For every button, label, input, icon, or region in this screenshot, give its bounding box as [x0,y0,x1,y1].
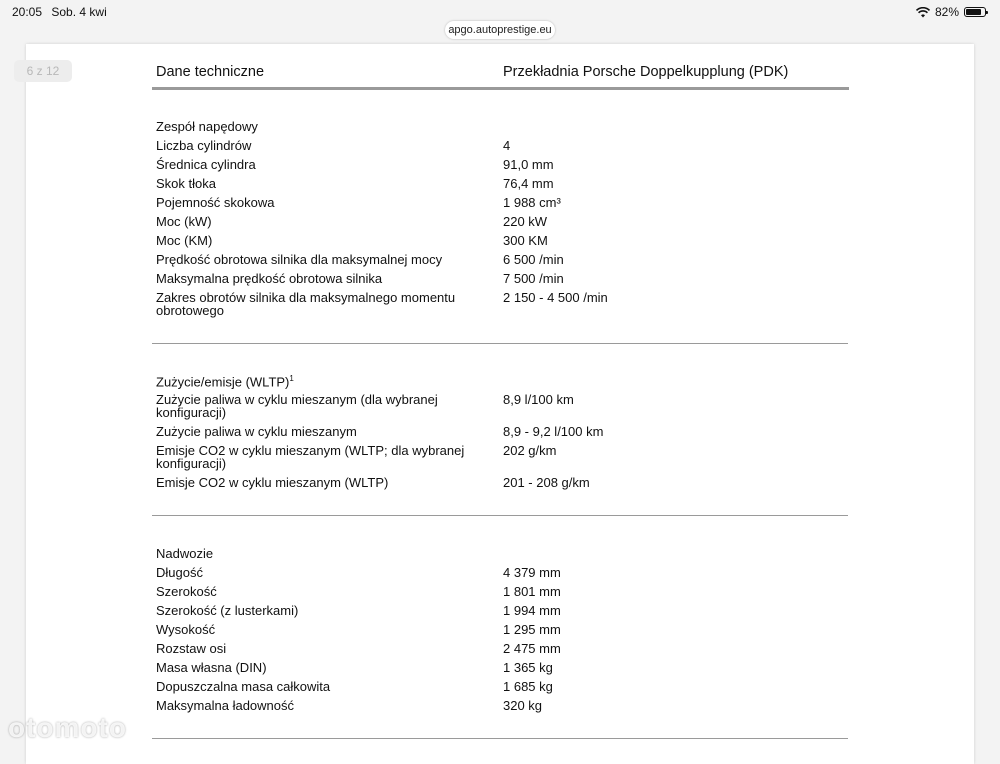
spec-label: Maksymalna prędkość obrotowa silnika [156,271,383,286]
footnote-marker: 1 [289,374,294,383]
url-text: apgo.autoprestige.eu [448,24,552,36]
spec-label: Wysokość [156,622,216,637]
battery-percent: 82% [934,5,959,19]
spec-value: 7 500 /min [503,271,564,286]
spec-label: Pojemność skokowa [156,195,275,210]
document-header-left: Dane techniczne [156,64,265,80]
section-title-body: Nadwozie [156,546,214,561]
url-bar[interactable] [445,21,555,39]
watermark-logo: otomoto [8,712,127,743]
header-divider [152,87,849,90]
spec-label: Liczba cylindrów [156,138,252,153]
spec-value: 320 kg [503,698,543,713]
spec-value: 91,0 mm [503,157,554,172]
spec-value: 300 KM [503,233,548,248]
spec-label: Maksymalna ładowność [156,698,295,713]
spec-value: 220 kW [503,214,548,229]
spec-value: 6 500 /min [503,252,564,267]
spec-label: Rozstaw osi [156,641,227,656]
spec-label: Moc (kW) [156,214,212,229]
spec-value: 2 150 - 4 500 /min [503,290,608,305]
spec-value: 8,9 - 9,2 l/100 km [503,424,604,439]
spec-label: Prędkość obrotowa silnika dla maksymalnej mocy [156,252,443,267]
spec-label: Dopuszczalna masa całkowita [156,679,331,694]
section-title-consumption [156,374,294,389]
spec-value: 201 - 208 g/km [503,475,590,490]
spec-label: Średnica cylindra [156,157,256,172]
page-indicator: 6 z 12 [14,60,72,82]
section-title-text: Zużycie/emisje (WLTP) [156,374,290,390]
spec-value: 76,4 mm [503,176,554,191]
section-divider [152,343,848,344]
spec-value: 1 685 kg [503,679,553,694]
spec-value: 1 295 mm [503,622,561,637]
spec-value: 1 988 cm³ [503,195,561,210]
spec-value: 202 g/km [503,443,557,458]
status-date: Sob. 4 kwi [51,5,107,19]
wifi-icon [916,7,930,18]
spec-label: Zużycie paliwa w cyklu mieszanym [156,424,357,439]
spec-label: Szerokość [156,584,217,599]
battery-icon [964,7,986,17]
spec-value: 8,9 l/100 km [503,392,574,407]
spec-value: 2 475 mm [503,641,561,656]
spec-value: 1 801 mm [503,584,561,599]
spec-label: Szerokość (z lusterkami) [156,603,299,618]
status-indicators [916,5,986,19]
status-time: 20:05 [12,5,43,19]
spec-label: Zużycie paliwa w cyklu mieszanym (dla wybranej konfiguracji) [156,392,438,420]
spec-label: Masa własna (DIN) [156,660,267,675]
spec-label: Emisje CO2 w cyklu mieszanym (WLTP) [156,475,389,490]
status-time-date [12,5,113,19]
spec-value: 4 379 mm [503,565,561,580]
spec-value: 1 365 kg [503,660,553,675]
spec-value: 1 994 mm [503,603,561,618]
spec-label: Moc (KM) [156,233,213,248]
spec-label: Długość [156,565,203,580]
section-divider [152,515,848,516]
spec-value: 4 [503,138,511,153]
document-header-right: Przekładnia Porsche Doppelkupplung (PDK) [503,64,789,80]
section-divider [152,738,848,739]
spec-label: Emisje CO2 w cyklu mieszanym (WLTP; dla wybranej konfiguracji) [156,443,465,471]
spec-label: Skok tłoka [156,176,216,191]
spec-label: Zakres obrotów silnika dla maksymalnego momentu obrotowego [156,290,456,318]
section-title-drivetrain: Zespół napędowy [156,119,258,134]
